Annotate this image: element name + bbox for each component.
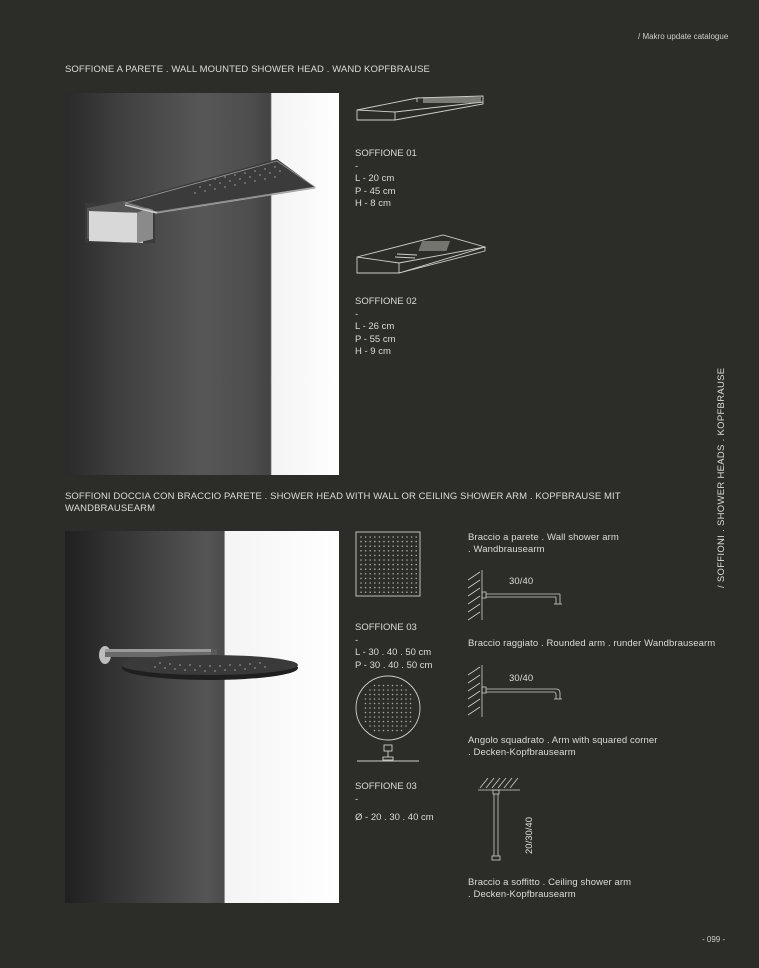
arm-squared-label-line2: . Decken-Kopfbrausearm [468, 747, 576, 758]
spec-depth: P - 55 cm [355, 333, 396, 345]
product-photo-round-shower-head [65, 531, 339, 903]
section-title-wall-mounted: SOFFIONE A PARETE . WALL MOUNTED SHOWER HEAD . WAND KOPFBRAUSE [65, 64, 430, 75]
soffione-02-drawing [355, 233, 489, 279]
arm-wall-dimension: 30/40 [509, 576, 534, 587]
arm-ceiling-dimension-text: 20/30/40 [524, 817, 535, 854]
spec-diameter: Ø - 20 . 30 . 40 cm [355, 812, 434, 823]
arm-rounded-dimension: 30/40 [509, 673, 534, 684]
soffione-03-round-spec [355, 781, 434, 825]
spec-height: H - 8 cm [355, 198, 391, 209]
product-photo-wall-shower-head [65, 93, 339, 475]
spec-length: L - 26 cm [355, 321, 395, 332]
arm-rounded-label: Braccio raggiato . Rounded arm . runder Wandbrausearm [468, 638, 716, 649]
arm-wall-label: Braccio a parete . Wall shower arm [468, 532, 619, 543]
arm-wall-label-line2: . Wandbrausearm [468, 544, 545, 555]
square-head-drawing [355, 531, 421, 597]
arm-ceiling-label: Braccio a soffitto . Ceiling shower arm [468, 877, 632, 888]
product-name: SOFFIONE 02 [355, 296, 417, 307]
soffione-03-square-spec [355, 622, 432, 672]
product-name: SOFFIONE 03 [355, 781, 417, 792]
round-head-drawing [355, 675, 423, 767]
soffione-01-drawing [355, 92, 487, 130]
spec-length: L - 30 . 40 . 50 cm [355, 647, 432, 658]
soffione-02-spec [355, 296, 417, 359]
spec-height: H - 9 cm [355, 346, 391, 357]
page-number: - 099 - [702, 935, 726, 944]
soffione-01-spec [355, 148, 417, 211]
arm-ceiling-drawing [478, 776, 522, 862]
side-label-text: / SOFFIONI . SHOWER HEADS . KOPFBRAUSE [716, 367, 727, 588]
section-title-arm-line2: WANDBRAUSEARM [65, 503, 156, 514]
spec-dash: - [355, 793, 359, 805]
arm-ceiling-dimension [524, 808, 538, 854]
catalogue-label: / Makro update catalogue [638, 32, 729, 41]
section-title-arm: SOFFIONI DOCCIA CON BRACCIO PARETE . SHOWER HEAD WITH WALL OR CEILING SHOWER ARM . KOPFBRAUSE MIT [65, 491, 621, 502]
spec-depth: P - 45 cm [355, 185, 396, 197]
spec-dash: - [355, 634, 359, 646]
spec-length: L - 20 cm [355, 173, 395, 184]
arm-squared-label: Angolo squadrato . Arm with squared corner [468, 735, 658, 746]
spec-depth: P - 30 . 40 . 50 cm [355, 659, 433, 671]
product-name: SOFFIONE 03 [355, 622, 417, 633]
product-name: SOFFIONE 01 [355, 148, 417, 159]
spec-dash: - [355, 308, 359, 320]
side-category-label [716, 367, 732, 588]
spec-dash: - [355, 160, 359, 172]
arm-ceiling-label-line2: . Decken-Kopfbrausearm [468, 889, 576, 900]
